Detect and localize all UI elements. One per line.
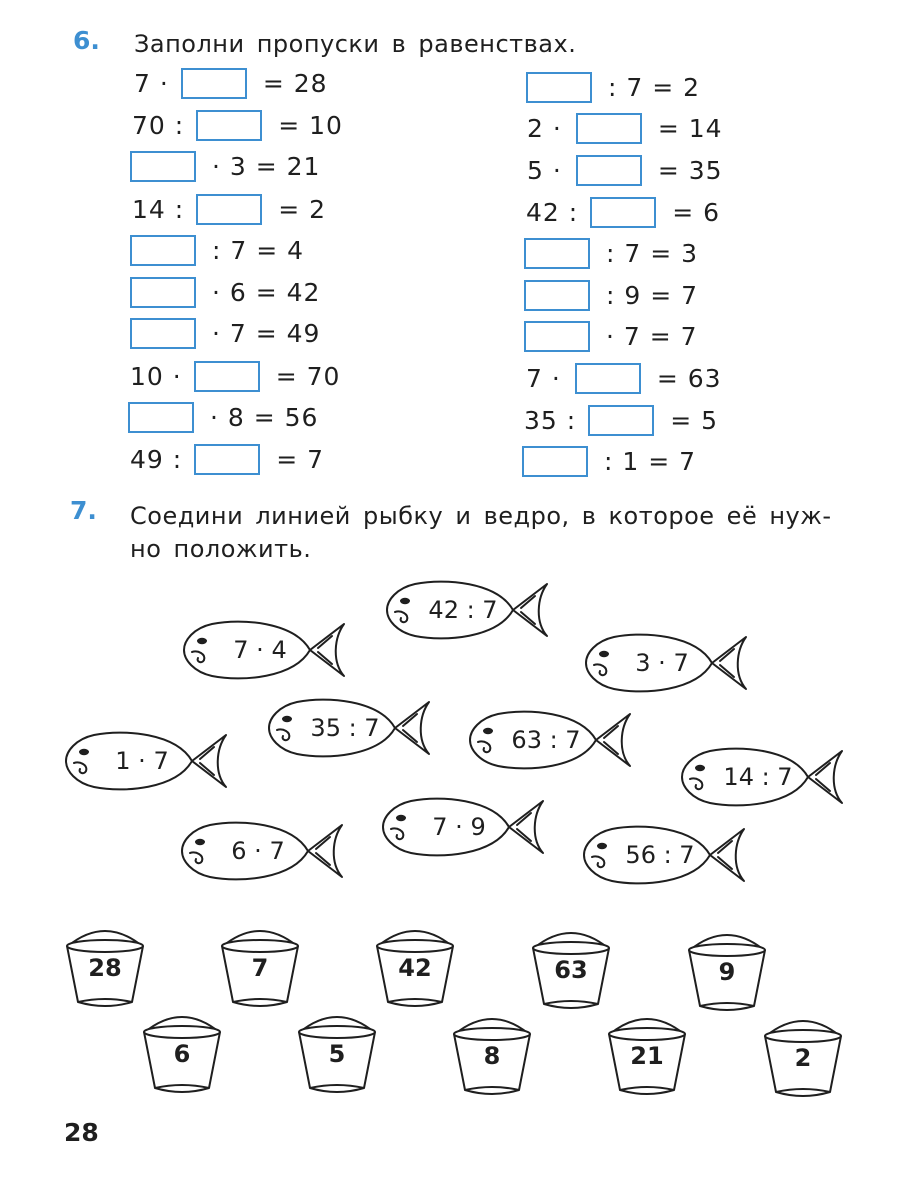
fish-63-div-7[interactable]: [468, 704, 638, 776]
fish-expression: 6 · 7: [231, 837, 285, 865]
bucket-2[interactable]: [758, 1016, 848, 1100]
eq-after: = 63: [656, 363, 722, 393]
eq-before: 10 ·: [130, 361, 182, 391]
eq-after: : 9 = 7: [606, 280, 699, 310]
eq-after: · 6 = 42: [212, 277, 321, 307]
bucket-number: 7: [251, 954, 269, 982]
task-7-instruction-line1: Соедини линией рыбку и ведро, в которое её нуж-: [130, 502, 832, 530]
eq-before: 5 ·: [527, 155, 562, 185]
eq-after: = 28: [262, 68, 328, 98]
fish-56-div-7[interactable]: [582, 819, 752, 891]
eq-after: : 7 = 4: [212, 235, 305, 265]
equation-left-2: [132, 105, 343, 145]
bucket-5[interactable]: [292, 1012, 382, 1096]
bucket-7[interactable]: [215, 926, 305, 1010]
eq-after: : 7 = 3: [606, 238, 699, 268]
fish-42-div-7[interactable]: [385, 574, 555, 646]
fish-6-times-7[interactable]: [180, 815, 350, 887]
eq-after: · 8 = 56: [210, 402, 319, 432]
bucket-number: 21: [630, 1042, 664, 1070]
answer-box[interactable]: [524, 280, 590, 311]
equation-right-7: [524, 316, 698, 356]
equation-right-3: [527, 150, 723, 190]
bucket-number: 28: [88, 954, 122, 982]
eq-after: : 7 = 2: [608, 72, 701, 102]
bucket-number: 42: [398, 954, 432, 982]
bucket-number: 5: [328, 1040, 346, 1068]
eq-before: 42 :: [526, 197, 579, 227]
fish-expression: 56 : 7: [625, 841, 695, 869]
eq-before: 35 :: [524, 405, 577, 435]
fish-expression: 1 · 7: [115, 747, 169, 775]
equation-left-3: [130, 146, 320, 186]
eq-after: = 14: [657, 113, 723, 143]
answer-box[interactable]: [576, 113, 642, 144]
fish-expression: 63 : 7: [511, 726, 581, 754]
fish-expression: 42 : 7: [428, 596, 498, 624]
task-6-instruction: Заполни пропуски в равенствах.: [134, 30, 577, 58]
equation-right-8: [526, 358, 722, 398]
fish-14-div-7[interactable]: [680, 741, 850, 813]
eq-after: = 10: [278, 110, 343, 140]
task-7-number: 7.: [70, 496, 97, 525]
task-7-instruction-line2: но положить.: [130, 535, 312, 563]
eq-after: · 7 = 49: [212, 318, 321, 348]
answer-box[interactable]: [524, 321, 590, 352]
bucket-number: 63: [554, 956, 588, 984]
eq-before: 7 ·: [526, 363, 561, 393]
fish-expression: 35 : 7: [310, 714, 380, 742]
answer-box[interactable]: [588, 405, 654, 436]
equation-left-6: [130, 272, 320, 312]
fish-1-times-7[interactable]: [64, 725, 234, 797]
eq-before: 49 :: [130, 444, 183, 474]
eq-after: = 5: [670, 405, 718, 435]
fish-expression: 3 · 7: [635, 649, 689, 677]
equation-right-9: [524, 400, 718, 440]
fish-35-div-7[interactable]: [267, 692, 437, 764]
answer-box[interactable]: [575, 363, 641, 394]
eq-after: = 35: [657, 155, 723, 185]
page-number: 28: [64, 1118, 99, 1147]
eq-before: 70 :: [132, 110, 185, 140]
answer-box[interactable]: [576, 155, 642, 186]
fish-expression: 14 : 7: [723, 763, 793, 791]
answer-box[interactable]: [196, 194, 262, 225]
bucket-number: 6: [173, 1040, 191, 1068]
eq-after: = 6: [672, 197, 720, 227]
answer-box[interactable]: [522, 446, 588, 477]
eq-after: · 3 = 21: [212, 151, 321, 181]
equation-right-10: [522, 441, 696, 481]
bucket-number: 8: [483, 1042, 501, 1070]
answer-box[interactable]: [128, 402, 194, 433]
fish-expression: 7 · 4: [233, 636, 287, 664]
answer-box[interactable]: [130, 277, 196, 308]
equation-left-8: [130, 356, 340, 396]
answer-box[interactable]: [181, 68, 247, 99]
eq-after: = 70: [275, 361, 341, 391]
bucket-number: 2: [794, 1044, 812, 1072]
bucket-number: 9: [718, 958, 736, 986]
answer-box[interactable]: [590, 197, 656, 228]
eq-after: = 7: [276, 444, 324, 474]
fish-3-times-7[interactable]: [584, 627, 754, 699]
equation-right-1: [526, 67, 700, 107]
fish-7-times-9[interactable]: [381, 791, 551, 863]
equation-left-4: [132, 189, 326, 229]
answer-box[interactable]: [130, 235, 196, 266]
bucket-8[interactable]: [447, 1014, 537, 1098]
equation-right-5: [524, 233, 698, 273]
eq-before: 14 :: [132, 194, 185, 224]
bucket-28[interactable]: [60, 926, 150, 1010]
equation-left-7: [130, 313, 320, 353]
eq-after: : 1 = 7: [604, 446, 697, 476]
bucket-9[interactable]: [682, 930, 772, 1014]
answer-box[interactable]: [526, 72, 592, 103]
equation-left-9: [128, 397, 318, 437]
eq-after: = 2: [278, 194, 326, 224]
fish-expression: 7 · 9: [432, 813, 486, 841]
eq-after: · 7 = 7: [606, 321, 698, 351]
bucket-63[interactable]: [526, 928, 616, 1012]
equation-left-5: [130, 230, 304, 270]
answer-box[interactable]: [130, 318, 196, 349]
equation-left-1: [134, 63, 328, 103]
answer-box[interactable]: [194, 444, 260, 475]
task-6-number: 6.: [73, 26, 100, 55]
bucket-21[interactable]: [602, 1014, 692, 1098]
equation-right-6: [524, 275, 698, 315]
eq-before: 7 ·: [134, 68, 169, 98]
eq-before: 2 ·: [527, 113, 562, 143]
answer-box[interactable]: [524, 238, 590, 269]
equation-right-2: [527, 108, 723, 148]
bucket-42[interactable]: [370, 926, 460, 1010]
answer-box[interactable]: [196, 110, 262, 141]
answer-box[interactable]: [130, 151, 196, 182]
answer-box[interactable]: [194, 361, 260, 392]
bucket-6[interactable]: [137, 1012, 227, 1096]
equation-right-4: [526, 192, 720, 232]
fish-7-times-4[interactable]: [182, 614, 352, 686]
equation-left-10: [130, 439, 324, 479]
